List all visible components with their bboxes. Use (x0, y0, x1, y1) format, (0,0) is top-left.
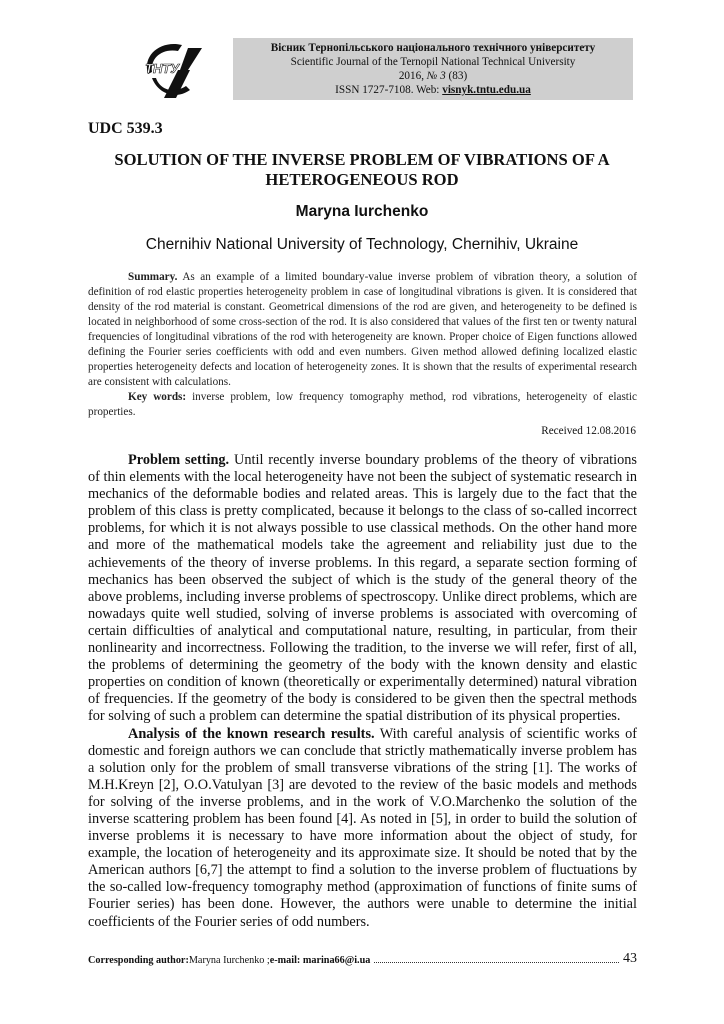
journal-issue: 2016, № 3 (83) (398, 70, 468, 82)
udc-code: UDC 539.3 (88, 120, 163, 137)
journal-issn: ISSN 1727-7108. Web: visnyk.tntu.edu.ua (335, 84, 531, 96)
author-affiliation: Chernihiv National University of Technology, Chernihiv, Ukraine (145, 236, 579, 253)
journal-web-link[interactable]: visnyk.tntu.edu.ua (442, 84, 531, 96)
section-analysis: Analysis of the known research results. With careful analysis of scientific works of domestic and foreign authors we can conclude that strictly mathematically inverse problem has a solution only for the problem of small transverse vibrations of the string [1]. The works of M.H.Kreyn [2], O.O.Vatulyan [3] are devoted to the review of the basic models and methods for solving of the inverse problems, and in the work of V.O.Marchenko the solution of the inverse scattering problem has been found [4]. As noted in [5], in order to build the solution of inverse problems it is necessary to have more information about the object of study, for example, the location of heterogeneity and its approximate size. It should be noted that by the American authors [6,7] the attempt to find a solution to the inverse problem of fluctuations by the so-called low-frequency tomography method (approximation of functions of finite sums of Fourier series) has been done. However, the authors were unable to determine the initial coefficients of the Fourier series of odd numbers. (88, 725, 637, 930)
section-problem-setting: Problem setting. Until recently inverse boundary problems of the theory of vibrations of thin elements with the local heterogeneity have not been the subject of systematic research in mechanics of the deformable bodies and related areas. This is largely due to the fact that the problem of this class is pretty complicated, because it belongs to the class of so-called incorrect problems, for which it is not always possible to use classical methods. On the other hand more and more of the mathematical models take the agreement and reliability just due to the achievements of the theory of inverse problems. In this regard, a separate section forming of mechanics has been observed the subject of which is the study of the general theory of the above problems, including inverse problems of spectroscopy. Unlike direct problems, which are nowadays quite well studied, solving of inverse problems is associated with overcoming of certain difficulties of analytical and computational nature, resulting, in particular, from their nonlinearity and incorrectness. Following the tradition, to the inverse we will refer, first of all, the problems of determining the geometry of the body with the known density and elastic properties on condition of known (theoretically or experimentally determined) natural vibration of frequencies. If the geometry of the body is considered to be given then the spectral methods for solving of such a problem can determine the spatial distribution of its physical properties. (88, 452, 637, 725)
journal-name-en: Scientific Journal of the Ternopil National Technical University (290, 56, 576, 68)
article-body (88, 452, 637, 931)
received-date: Received 12.08.2016 (541, 425, 636, 437)
footer-author: Maryna Iurchenko ; (188, 955, 270, 966)
summary-paragraph: Summary. As an example of a limited boundary-value inverse problem of vibration theory, a solution of definition of rod elastic properties heterogeneity problem in case of longitudinal vibrations is given. It is considered that density of the rod material is constant. Geometrical dimensions of the rod are given, and heterogeneity to be defined is located in neighborhood of some cross-section of the rod. It is also considered that values of the first ten or twenty natural frequencies of longitudinal vibrations of the rod with heterogeneity are known. Proper choice of Eigen functions allowed defining the Fourier series coefficients with odd and even numbers. Given method allowed defining localized elastic properties heterogeneity defects and location of heterogeneity zones. It is shown that the results of experimental research are consistent with calculations. (88, 271, 637, 388)
journal-name-ua: Вісник Тернопільського національного технічного університету (270, 42, 596, 54)
footer-label: Corresponding author: (88, 955, 189, 966)
logo-text: ТНТУ (145, 61, 180, 76)
abstract (88, 270, 637, 420)
page-number: 43 (623, 951, 637, 966)
tntu-logo (138, 40, 204, 102)
keywords-paragraph: Key words: inverse problem, low frequency tomography method, rod vibrations, heterogeneity of elastic properties. (88, 391, 637, 418)
footer-email[interactable]: e-mail: marina66@i.ua (269, 955, 371, 966)
footer (88, 950, 637, 966)
paper-title: SOLUTION OF THE INVERSE PROBLEM OF VIBRATIONS OF A HETEROGENEOUS ROD (114, 150, 610, 189)
footer-dot-leader (374, 962, 619, 963)
author-name: Maryna Iurchenko (295, 203, 429, 220)
journal-header (233, 38, 633, 100)
